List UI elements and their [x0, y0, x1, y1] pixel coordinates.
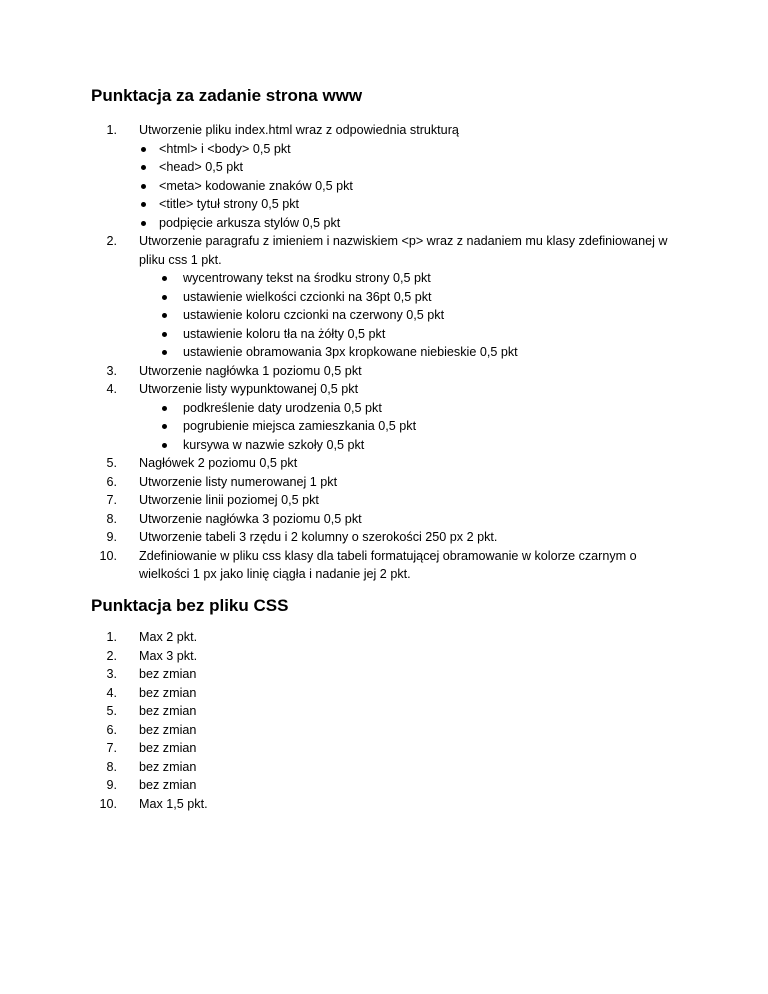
list-item-text: Max 2 pkt. [139, 630, 198, 644]
sub-list-item: ustawienie koloru czcionki na czerwony 0,5 pkt [0, 306, 684, 325]
sub-list [0, 140, 684, 233]
list-item-text: bez zmian [139, 685, 197, 700]
list-item-number: 10. [99, 796, 117, 811]
sub-list [0, 269, 684, 362]
bullet-icon [162, 443, 167, 448]
list-item-text: Utworzenie paragrafu z imieniem i nazwiskiem <p> wraz z nadaniem mu klasy zdefiniowanej w pliku css 1 pkt. [139, 234, 668, 267]
sub-list-item: <title> tytuł strony 0,5 pkt [0, 195, 684, 214]
list-item-number: 4. [106, 685, 117, 700]
list-item [0, 684, 684, 703]
sub-list-item: ustawienie wielkości czcionki na 36pt 0,5 pkt [0, 288, 684, 307]
list-item-number: 2. [106, 648, 117, 663]
list-item [0, 647, 684, 666]
bullet-icon [162, 424, 167, 429]
list-item-text: Max 1,5 pkt. [139, 796, 208, 811]
list-item-text: bez zmian [139, 759, 197, 774]
list-item [0, 362, 684, 381]
list-item-text: Utworzenie tabeli 3 rzędu i 2 kolumny o szerokości 250 px 2 pkt. [139, 530, 498, 544]
sub-list-item: podpięcie arkusza stylów 0,5 pkt [0, 214, 684, 233]
list-item [0, 380, 684, 454]
list-item [0, 739, 684, 758]
bullet-icon [141, 165, 146, 170]
list-item [0, 547, 684, 584]
bullet-icon [162, 276, 167, 281]
list-item [0, 758, 684, 777]
list-item-number: 4. [106, 382, 117, 396]
list-item-text: Utworzenie nagłówka 1 poziomu 0,5 pkt [139, 363, 362, 378]
bullet-icon [141, 184, 146, 189]
list-item-text: bez zmian [139, 667, 197, 681]
sub-list [0, 399, 684, 455]
bullet-icon [162, 406, 167, 411]
list-item-number: 1. [106, 123, 117, 137]
list-item-number: 3. [106, 363, 117, 378]
scoring-list-www [0, 121, 684, 584]
list-item-text: bez zmian [139, 741, 197, 755]
list-item [0, 665, 684, 684]
list-item [0, 702, 684, 721]
list-item-number: 5. [106, 456, 117, 470]
bullet-icon [141, 147, 146, 152]
list-item-number: 10. [99, 548, 117, 563]
bullet-icon [162, 332, 167, 337]
scoring-list-no-css [0, 628, 684, 813]
list-item-text: Utworzenie listy wypunktowanej 0,5 pkt [139, 382, 359, 396]
list-item-text: Max 3 pkt. [139, 648, 198, 663]
list-item [0, 454, 684, 473]
list-item [0, 528, 684, 547]
list-item [0, 721, 684, 740]
bullet-icon [141, 202, 146, 207]
list-item-number: 6. [106, 722, 117, 737]
sub-list-item: podkreślenie daty urodzenia 0,5 pkt [0, 399, 684, 418]
list-item-number: 3. [106, 667, 117, 681]
sub-list-item: <html> i <body> 0,5 pkt [0, 140, 684, 159]
list-item [0, 795, 684, 814]
sub-list-item: <head> 0,5 pkt [0, 158, 684, 177]
sub-list-item: <meta> kodowanie znaków 0,5 pkt [0, 177, 684, 196]
list-item-number: 1. [106, 630, 117, 644]
list-item-number: 8. [106, 759, 117, 774]
list-item-text: Zdefiniowanie w pliku css klasy dla tabeli formatującej obramowanie w kolorze czarnym o wielkości 1 px jako linię ciągła i nadanie jej 2 pkt. [139, 548, 637, 581]
list-item-number: 5. [106, 704, 117, 718]
list-item-number: 7. [106, 741, 117, 755]
list-item-number: 6. [106, 474, 117, 489]
list-item-number: 9. [106, 530, 117, 544]
list-item-number: 2. [106, 234, 117, 248]
list-item-number: 8. [106, 511, 117, 526]
sub-list-item: kursywa w nazwie szkoły 0,5 pkt [0, 436, 684, 455]
bullet-icon [162, 350, 167, 355]
list-item [0, 510, 684, 529]
sub-list-item: ustawienie koloru tła na żółty 0,5 pkt [0, 325, 684, 344]
list-item-text: Utworzenie linii poziomej 0,5 pkt [139, 493, 319, 507]
section-heading-www: Punktacja za zadanie strona www [91, 86, 363, 105]
bullet-icon [141, 221, 146, 226]
list-item-text: Nagłówek 2 poziomu 0,5 pkt [139, 456, 298, 470]
list-item [0, 473, 684, 492]
list-item-text: Utworzenie pliku index.html wraz z odpowiednia strukturą [139, 123, 459, 137]
sub-list-item: pogrubienie miejsca zamieszkania 0,5 pkt [0, 417, 684, 436]
list-item-number: 7. [106, 493, 117, 507]
bullet-icon [162, 313, 167, 318]
sub-list-item: ustawienie obramowania 3px kropkowane niebieskie 0,5 pkt [0, 343, 684, 362]
list-item [0, 776, 684, 795]
list-item [0, 628, 684, 647]
list-item-text: Utworzenie nagłówka 3 poziomu 0,5 pkt [139, 511, 362, 526]
section-heading-no-css: Punktacja bez pliku CSS [91, 596, 289, 615]
list-item [0, 121, 684, 232]
list-item [0, 491, 684, 510]
list-item-text: bez zmian [139, 778, 197, 792]
sub-list-item: wycentrowany tekst na środku strony 0,5 pkt [0, 269, 684, 288]
list-item [0, 232, 684, 362]
list-item-number: 9. [106, 778, 117, 792]
bullet-icon [162, 295, 167, 300]
list-item-text: bez zmian [139, 722, 197, 737]
list-item-text: Utworzenie listy numerowanej 1 pkt [139, 474, 338, 489]
list-item-text: bez zmian [139, 704, 197, 718]
